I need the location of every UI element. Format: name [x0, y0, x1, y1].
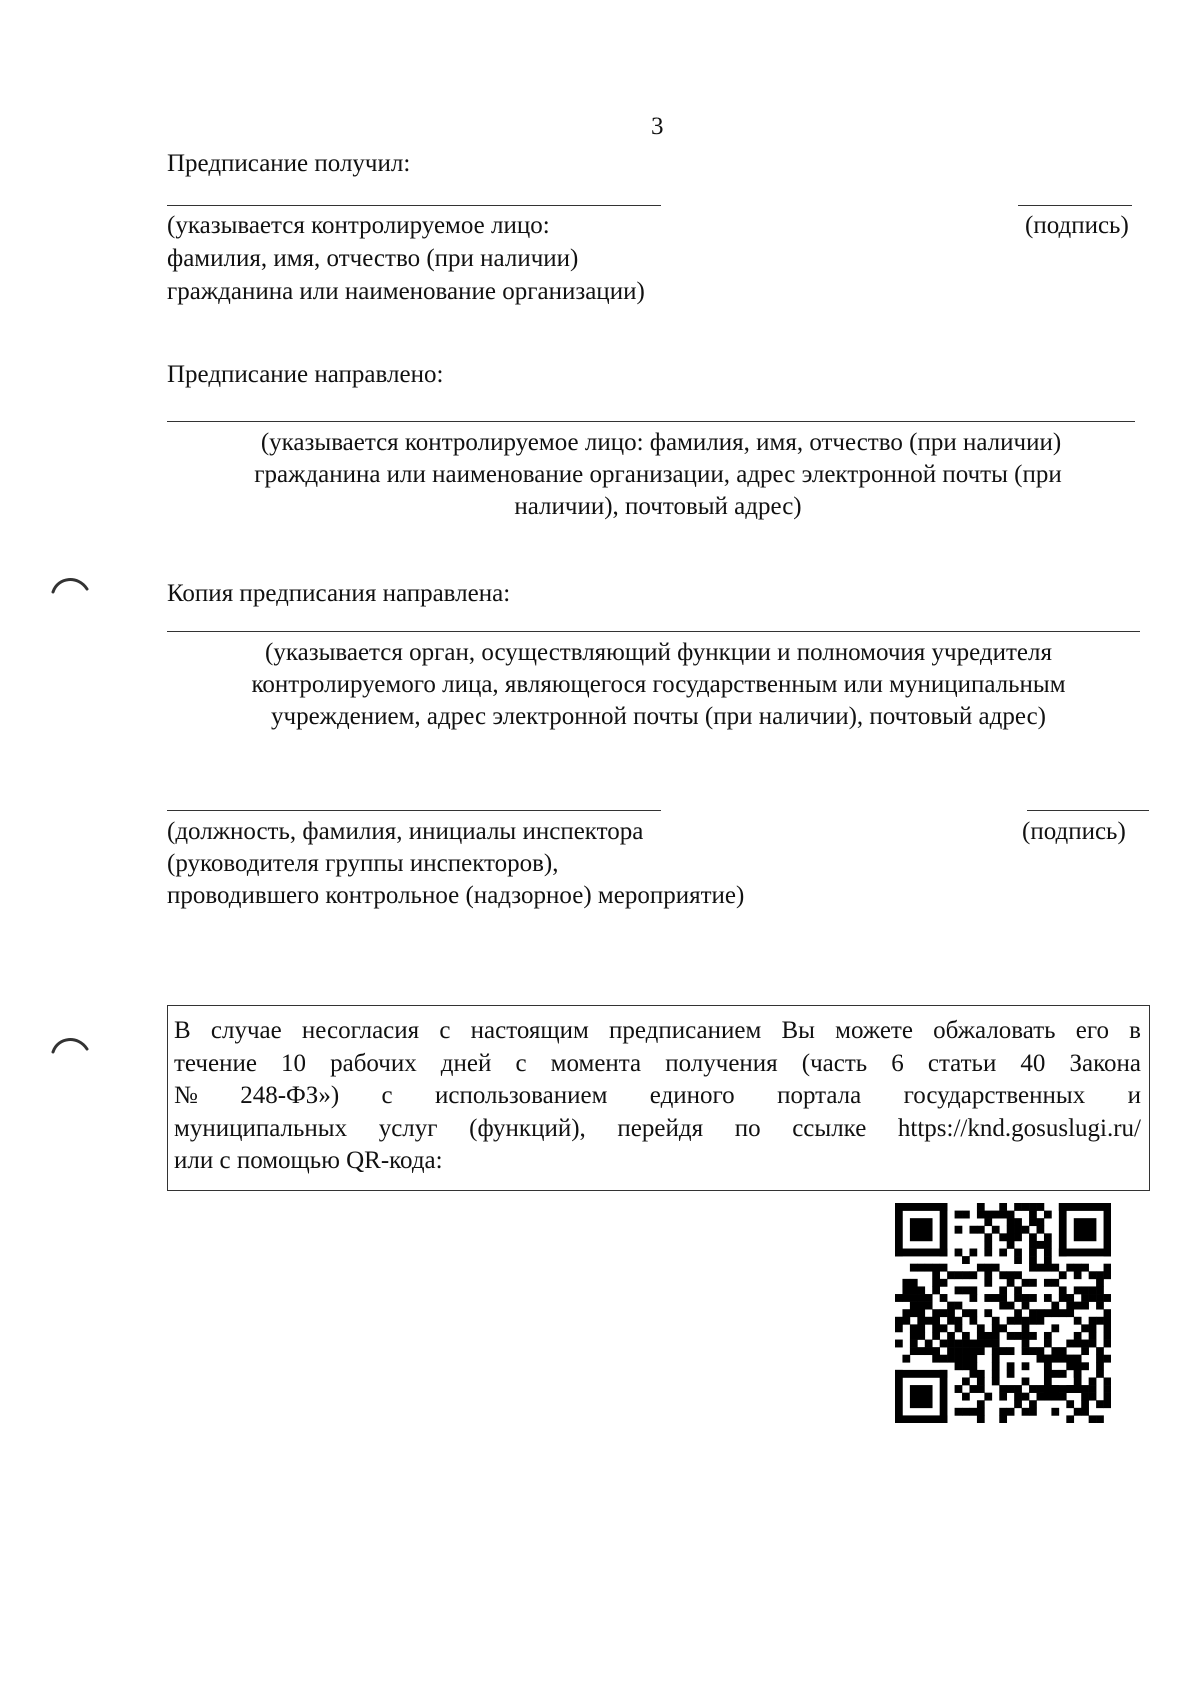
- appeal-notice-box: [167, 1005, 1150, 1191]
- notice-line-3-word: 248-ФЗ»): [240, 1082, 340, 1109]
- notice-line-3-word: №: [174, 1082, 198, 1109]
- inspector-caption-line-3: проводившего контрольное (надзорное) мероприятие): [167, 882, 745, 909]
- copy-sent-line: [167, 631, 1140, 632]
- notice-line-3-word: использованием: [435, 1082, 608, 1109]
- notice-line-4: муниципальных услуг (функций), перейдя по ссылке https://knd.gosuslugi.ru/: [174, 1114, 1141, 1142]
- inspector-signature-line: [1027, 810, 1149, 811]
- sent-heading: Предписание направлено:: [167, 361, 444, 388]
- notice-line-3: [174, 1080, 1141, 1113]
- copy-sent-heading: Копия предписания направлена:: [167, 580, 511, 607]
- copy-sent-caption-line-1: (указывается орган, осуществляющий функции и полномочия учредителя: [265, 639, 1052, 666]
- received-caption-line-2: фамилия, имя, отчество (при наличии): [167, 245, 579, 272]
- notice-line-3-word: и: [1127, 1082, 1141, 1109]
- notice-line-3-word: государственных: [903, 1082, 1086, 1109]
- received-heading: Предписание получил:: [167, 150, 411, 177]
- inspector-signature-caption: (подпись): [1022, 818, 1126, 845]
- notice-line-3-word: единого: [649, 1082, 735, 1109]
- sent-caption-line-1: (указывается контролируемое лицо: фамилия, имя, отчество (при наличии): [260, 429, 1062, 456]
- inspector-caption-line-1: (должность, фамилия, инициалы инспектора: [167, 818, 644, 845]
- notice-line-3-word: портала: [777, 1082, 862, 1109]
- copy-sent-caption-line-3: учреждением, адрес электронной почты (при наличии), почтовый адрес): [271, 703, 1046, 730]
- qr-code-icon[interactable]: [895, 1203, 1111, 1423]
- copy-sent-caption-line-2: контролируемого лица, являющегося государственным или муниципальным: [251, 671, 1066, 698]
- received-signature-caption: (подпись): [1025, 212, 1129, 239]
- hole-punch-mark-icon: [50, 573, 90, 595]
- sent-caption-line-2: гражданина или наименование организации, адрес электронной почты (при: [254, 461, 1062, 488]
- sent-line: [167, 421, 1135, 422]
- notice-line-3-word: с: [381, 1082, 393, 1109]
- received-caption-line-1: (указывается контролируемое лицо:: [167, 212, 550, 239]
- received-caption-line-3: гражданина или наименование организации): [167, 278, 645, 305]
- received-signature-line: [1018, 205, 1132, 206]
- notice-line-2: течение 10 рабочих дней с момента получения (часть 6 статьи 40 Закона: [174, 1049, 1141, 1077]
- hole-punch-mark-icon: [50, 1033, 90, 1055]
- inspector-caption-line-2: (руководителя группы инспекторов),: [167, 850, 559, 877]
- notice-line-5: или с помощью QR-кода:: [174, 1147, 443, 1174]
- notice-line-1: В случае несогласия с настоящим предписанием Вы можете обжаловать его в: [174, 1017, 1141, 1044]
- inspector-name-line: [167, 810, 661, 811]
- sent-caption: [167, 427, 1135, 523]
- copy-sent-caption: [167, 637, 1140, 733]
- received-name-line: [167, 205, 661, 206]
- sent-caption-line-3: наличии), почтовый адрес): [514, 493, 802, 520]
- page-number: 3: [651, 113, 664, 140]
